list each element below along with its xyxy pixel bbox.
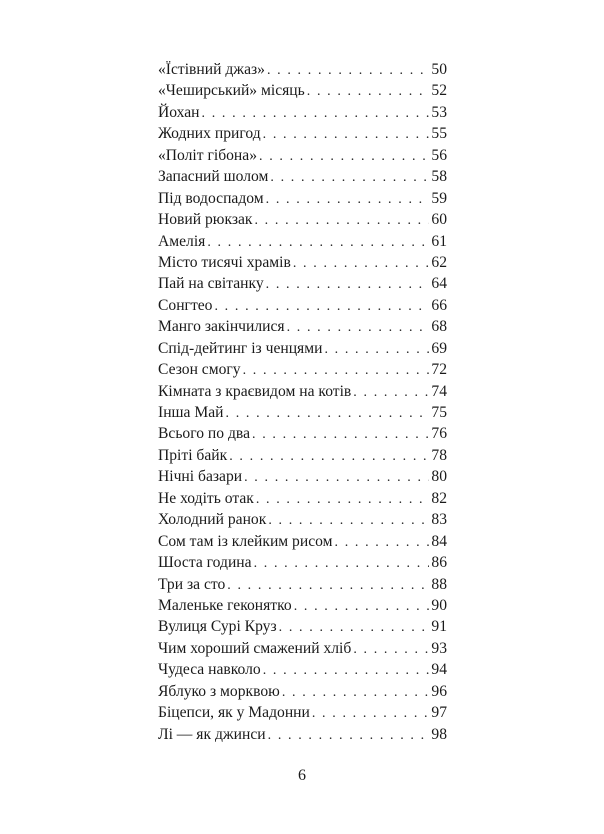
toc-entry-title: Лі — як джинси xyxy=(158,725,266,743)
dot-leader xyxy=(307,81,430,102)
toc-entry-title: Всього по два xyxy=(158,425,250,443)
toc-entry-page: 69 xyxy=(431,339,447,357)
toc-entry xyxy=(158,102,447,123)
dot-leader xyxy=(287,317,430,338)
toc-entry-page: 61 xyxy=(431,232,447,250)
toc-entry-page: 80 xyxy=(431,468,447,486)
dot-leader xyxy=(266,189,430,210)
toc-entry xyxy=(158,295,447,316)
toc-entry xyxy=(158,209,447,230)
toc-entry-title: «Їстівний джаз» xyxy=(158,61,265,78)
dot-leader xyxy=(282,682,430,703)
toc-entry xyxy=(158,166,447,187)
toc-entry-page: 55 xyxy=(431,125,447,143)
page-number: 6 xyxy=(298,767,306,784)
toc-entry-page: 94 xyxy=(431,661,447,679)
toc-entry-page: 72 xyxy=(431,361,447,379)
dot-leader xyxy=(226,403,430,424)
toc-entry xyxy=(158,252,447,273)
dot-leader xyxy=(254,553,430,574)
toc-entry xyxy=(158,702,447,723)
toc-entry xyxy=(158,616,447,637)
toc-entry-title: Сезон смогу xyxy=(158,361,241,379)
toc-entry-page: 59 xyxy=(431,189,447,207)
toc-entry-page: 52 xyxy=(431,82,447,100)
toc-entry xyxy=(158,402,447,423)
toc-entry-page: 53 xyxy=(431,103,447,121)
dot-leader xyxy=(244,467,429,488)
toc-entry xyxy=(158,509,447,530)
toc-entry-title: Пай на світанку xyxy=(158,275,264,293)
dot-leader xyxy=(214,296,429,317)
toc-entry-title: Кімната з краєвидом на котів xyxy=(158,382,352,400)
toc-entry xyxy=(158,381,447,402)
toc-entry-title: Холодний ранок xyxy=(158,511,267,529)
dot-leader xyxy=(229,446,429,467)
toc-entry-title: Чим хороший смажений хліб xyxy=(158,639,352,657)
dot-leader xyxy=(252,424,429,445)
dot-leader xyxy=(266,274,430,295)
toc-entry xyxy=(158,145,447,166)
toc-entry-title: Амелія xyxy=(158,232,206,250)
toc-entry xyxy=(158,80,447,101)
dot-leader xyxy=(268,510,429,531)
dot-leader xyxy=(312,703,430,724)
toc-entry-title: Новий рюкзак xyxy=(158,211,253,229)
toc-entry-title: Місто тисячі храмів xyxy=(158,253,291,271)
dot-leader xyxy=(268,725,430,746)
dot-leader xyxy=(279,617,430,638)
toc-entry-page: 98 xyxy=(431,725,447,743)
toc-entry-page: 56 xyxy=(431,146,447,164)
toc-entry-page: 86 xyxy=(431,554,447,572)
toc-entry-title: Шоста година xyxy=(158,554,252,572)
toc-entry xyxy=(158,423,447,444)
dot-leader xyxy=(267,60,429,81)
toc-entry xyxy=(158,359,447,380)
dot-leader xyxy=(259,146,429,167)
toc-entry-title: «Політ гібона» xyxy=(158,146,257,164)
toc-entry xyxy=(158,231,447,252)
toc-entry-title: Запасний шолом xyxy=(158,168,269,186)
toc-entry xyxy=(158,531,447,552)
toc-entry-page: 96 xyxy=(431,682,447,700)
toc-entry xyxy=(158,681,447,702)
toc-entry-page: 83 xyxy=(431,511,447,529)
toc-entry-title: Три за сто xyxy=(158,575,226,593)
toc-entry-title: «Чеширський» місяць xyxy=(158,82,305,100)
dot-leader xyxy=(293,253,430,274)
toc-entry-page: 62 xyxy=(431,253,447,271)
toc-entry-page: 50 xyxy=(431,61,447,78)
dot-leader xyxy=(263,124,430,145)
table-of-contents xyxy=(158,59,447,745)
toc-entry-page: 82 xyxy=(431,489,447,507)
toc-entry xyxy=(158,188,447,209)
toc-entry xyxy=(158,595,447,616)
toc-entry-title: Біцепси, як у Мадонни xyxy=(158,704,310,722)
toc-entry xyxy=(158,488,447,509)
toc-entry-title: Маленьке геконятко xyxy=(158,596,292,614)
toc-entry xyxy=(158,724,447,745)
toc-entry-title: Манго закінчилися xyxy=(158,318,285,336)
toc-entry-title: Жодних пригод xyxy=(158,125,261,143)
dot-leader xyxy=(256,489,430,510)
toc-entry-title: Сонгтео xyxy=(158,296,213,314)
dot-leader xyxy=(294,596,430,617)
toc-entry-title: Спід-дейтинг із ченцями xyxy=(158,339,323,357)
toc-entry-title: Яблуко з морквою xyxy=(158,682,280,700)
dot-leader xyxy=(353,382,429,403)
dot-leader xyxy=(243,360,430,381)
toc-entry-title: Чудеса навколо xyxy=(158,661,261,679)
toc-entry-title: Вулиця Сурі Круз xyxy=(158,618,277,636)
dot-leader xyxy=(270,167,429,188)
dot-leader xyxy=(263,660,430,681)
toc-entry-page: 60 xyxy=(431,211,447,229)
toc-entry-title: Пріті байк xyxy=(158,446,228,464)
toc-entry xyxy=(158,59,447,80)
toc-entry-page: 68 xyxy=(431,318,447,336)
toc-entry-page: 76 xyxy=(431,425,447,443)
toc-entry xyxy=(158,552,447,573)
toc-entry-title: Не ходіть отак xyxy=(158,489,254,507)
dot-leader xyxy=(353,639,429,660)
dot-leader xyxy=(207,232,429,253)
dot-leader xyxy=(324,339,429,360)
toc-entry-page: 91 xyxy=(431,618,447,636)
toc-entry-page: 66 xyxy=(431,296,447,314)
toc-entry xyxy=(158,445,447,466)
toc-entry xyxy=(158,123,447,144)
dot-leader xyxy=(227,575,429,596)
toc-entry-page: 74 xyxy=(431,382,447,400)
toc-entry-page: 78 xyxy=(431,446,447,464)
dot-leader xyxy=(254,210,429,231)
toc-entry-page: 84 xyxy=(431,532,447,550)
toc-entry-page: 93 xyxy=(431,639,447,657)
toc-entry xyxy=(158,638,447,659)
toc-entry-page: 90 xyxy=(431,596,447,614)
toc-entry xyxy=(158,659,447,680)
toc-entry-page: 75 xyxy=(431,404,447,421)
toc-entry-page: 58 xyxy=(431,168,447,186)
toc-entry-page: 64 xyxy=(431,275,447,293)
toc-entry xyxy=(158,273,447,294)
toc-entry-title: Інша Май xyxy=(158,404,224,421)
toc-entry xyxy=(158,574,447,595)
toc-entry-page: 97 xyxy=(431,704,447,722)
dot-leader xyxy=(202,103,430,124)
dot-leader xyxy=(335,532,430,553)
toc-entry xyxy=(158,338,447,359)
toc-entry-page: 88 xyxy=(431,575,447,593)
toc-entry-title: Йохан xyxy=(158,103,200,121)
toc-entry xyxy=(158,316,447,337)
toc-entry xyxy=(158,466,447,487)
toc-entry-title: Нічні базари xyxy=(158,468,243,486)
toc-entry-title: Сом там із клейким рисом xyxy=(158,532,333,550)
toc-entry-title: Під водоспадом xyxy=(158,189,264,207)
